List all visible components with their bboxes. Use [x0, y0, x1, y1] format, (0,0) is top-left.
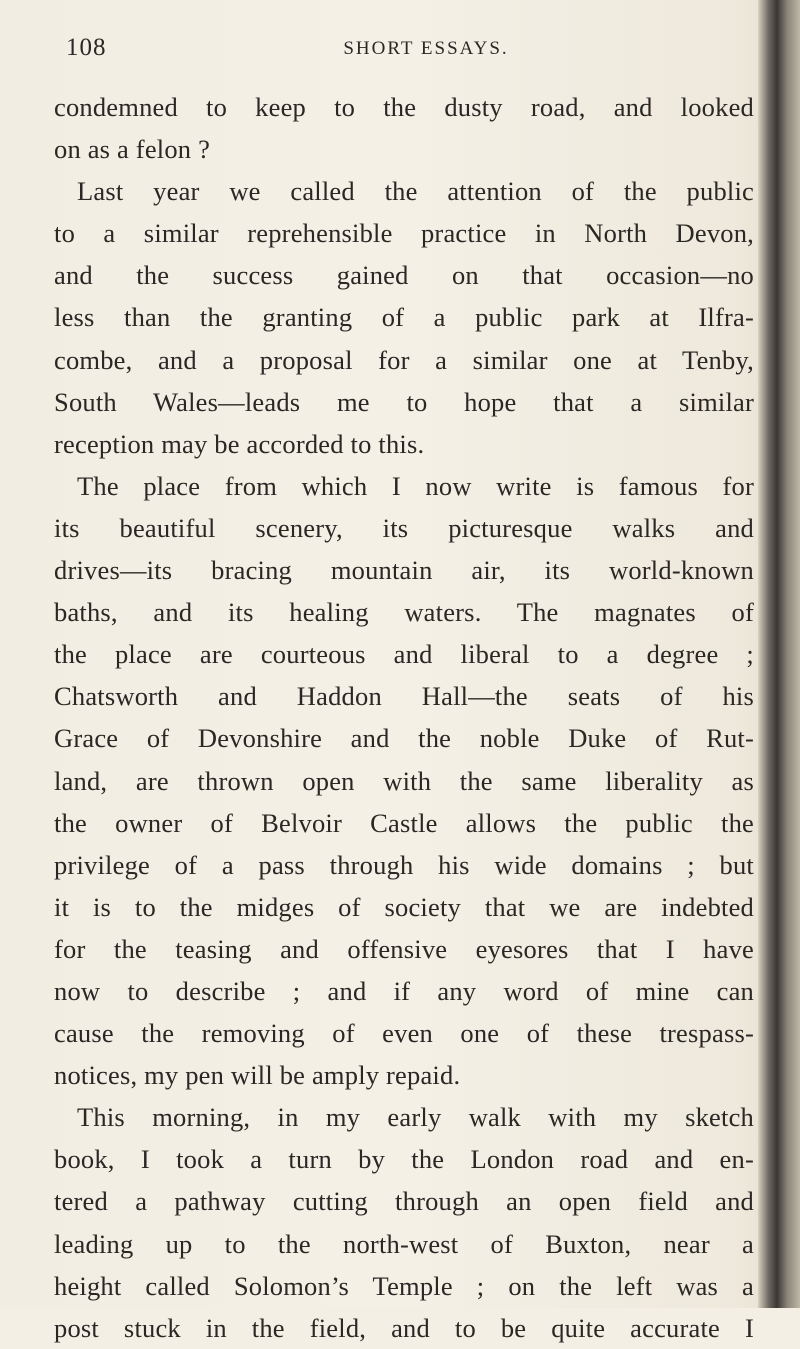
text-line: height called Solomon’s Temple ; on the left was a	[54, 1270, 754, 1301]
text-line: combe, and a proposal for a similar one at Tenby,	[54, 344, 754, 375]
text-line: for the teasing and offensive eyesores that I have	[54, 933, 754, 964]
text-line: notices, my pen will be amply repaid.	[54, 1060, 461, 1091]
running-title: SHORT ESSAYS.	[343, 38, 509, 59]
text-line: Grace of Devonshire and the noble Duke of Rut-	[54, 723, 754, 754]
text-line: the place are courteous and liberal to a degree ;	[54, 639, 754, 670]
text-line: the owner of Belvoir Castle allows the public the	[54, 807, 754, 838]
running-head	[66, 34, 756, 74]
text-line: book, I took a turn by the London road and en-	[54, 1144, 754, 1175]
text-line: This morning, in my early walk with my sketch	[77, 1102, 754, 1133]
text-line: now to describe ; and if any word of mine can	[54, 975, 754, 1006]
page-number: 108	[66, 34, 107, 61]
text-line: its beautiful scenery, its picturesque walks and	[54, 512, 754, 543]
text-line: post stuck in the field, and to be quite accurate I	[54, 1312, 754, 1343]
text-line: less than the granting of a public park at Ilfra-	[54, 302, 754, 333]
text-line: privilege of a pass through his wide domains ; but	[54, 849, 754, 880]
text-line: Last year we called the attention of the public	[77, 176, 754, 207]
text-line: and the success gained on that occasion—no	[54, 260, 754, 291]
text-line: reception may be accorded to this.	[54, 428, 425, 459]
text-line: leading up to the north-west of Buxton, near a	[54, 1228, 754, 1259]
text-line: drives—its bracing mountain air, its world-known	[54, 555, 754, 586]
text-line: Chatsworth and Haddon Hall—the seats of his	[54, 681, 754, 712]
text-line: South Wales—leads me to hope that a similar	[54, 386, 754, 417]
text-line: baths, and its healing waters. The magnates of	[54, 597, 754, 628]
text-line: The place from which I now write is famous for	[77, 470, 754, 501]
text-line: tered a pathway cutting through an open field and	[54, 1186, 754, 1217]
text-line: to a similar reprehensible practice in North Devon,	[54, 218, 754, 249]
text-line: land, are thrown open with the same liberality as	[54, 765, 754, 796]
text-line: on as a felon ?	[54, 134, 211, 165]
text-line: cause the removing of even one of these trespass-	[54, 1018, 754, 1049]
text-line: condemned to keep to the dusty road, and looked	[54, 92, 754, 122]
text-line: it is to the midges of society that we are indebted	[54, 891, 754, 922]
body-text	[54, 86, 754, 1349]
page-binding-edge	[758, 0, 800, 1308]
